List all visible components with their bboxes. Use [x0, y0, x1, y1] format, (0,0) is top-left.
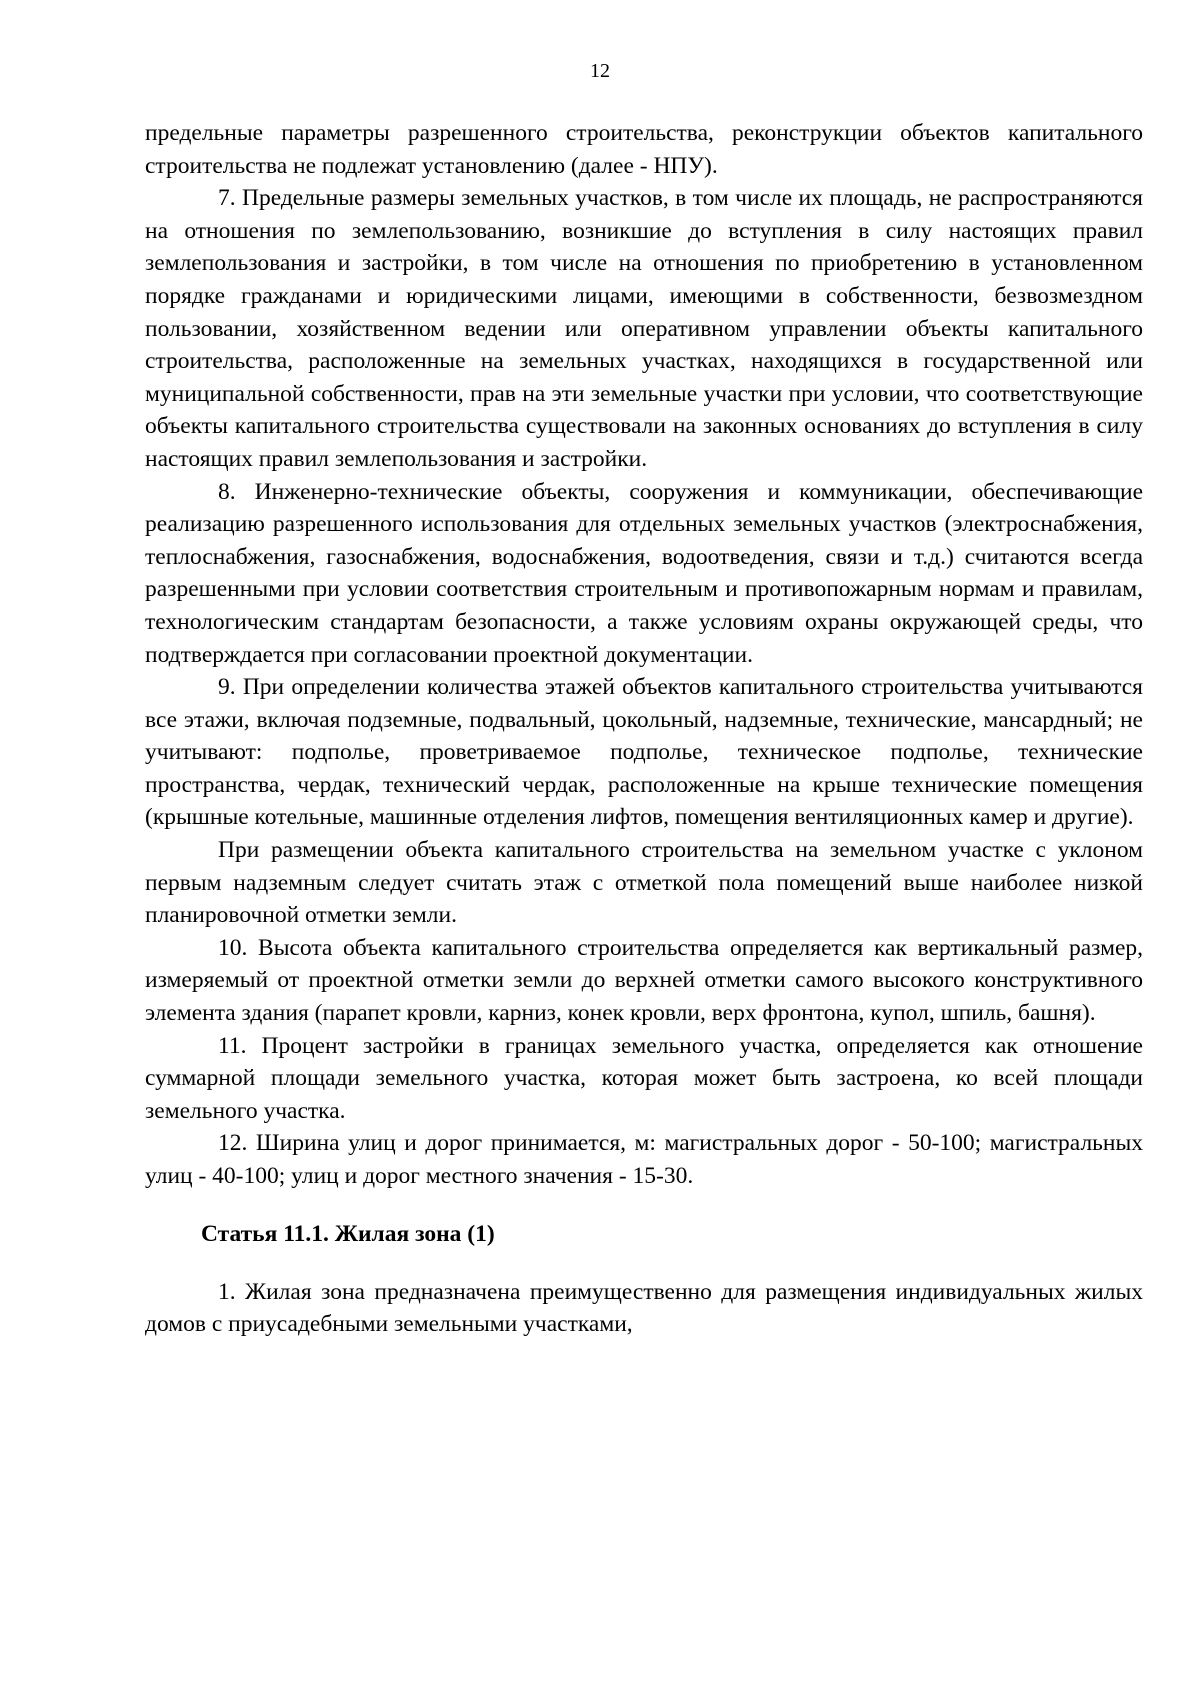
paragraph-item-12: 12. Ширина улиц и дорог принимается, м: магистральных дорог - 50-100; магистральных улиц - 40-100; улиц и дорог местного значения - 15-30.: [145, 1130, 1143, 1189]
paragraph-item-8: 8. Инженерно-технические объекты, сооружения и коммуникации, обеспечивающие реализацию разрешенного использования для отдельных земельных участков (электроснабжения, теплоснабжения, газоснабжения, водоснабжения, водоотведения, связи и т.д.) считаются всегда разрешенными при условии соответствия строительным и противопожарным нормам и правилам, технологическим стандартам безопасности, а также условиям охраны окружающей среды, что подтверждается при согласовании проектной документации.: [145, 478, 1143, 668]
paragraph-item-11: 11. Процент застройки в границах земельного участка, определяется как отношение суммарной площади земельного участка, которая может быть застроена, ко всей площади земельного участка.: [145, 1032, 1143, 1124]
paragraph-item-9: 9. При определении количества этажей объектов капитального строительства учитываются все этажи, включая подземные, подвальный, цокольный, надземные, технические, мансардный; не учитывают: подполье, проветриваемое подполье, техническое подполье, технические пространства, чердак, технический чердак, расположенные на крыше технические помещения (крышные котельные, машинные отделения лифтов, помещения вентиляционных камер и другие).: [145, 674, 1143, 831]
document-body: [145, 117, 1143, 1341]
article-heading: Статья 11.1. Жилая зона (1): [201, 1220, 495, 1247]
section-paragraph-1: 1. Жилая зона предназначена преимущественно для размещения индивидуальных жилых домов с приусадебными земельными участками,: [145, 1278, 1143, 1338]
page-number: 12: [590, 60, 610, 82]
paragraph-item-9-note: При размещении объекта капитального строительства на земельном участке с уклоном первым надземным следует считать этаж с отметкой пола помещений выше наиболее низкой планировочной отметки земли.: [145, 837, 1143, 929]
spacer: [145, 1193, 1143, 1218]
paragraph-continuation: предельные параметры разрешенного строительства, реконструкции объектов капитального строительства не подлежат установлению (далее - НПУ).: [145, 120, 1143, 179]
paragraph-item-7: 7. Предельные размеры земельных участков, в том числе их площадь, не распространяются на отношения по землепользованию, возникшие до вступления в силу настоящих правил землепользования и застройки, в том числе на отношения по приобретению в установленном порядке гражданами и юридическими лицами, имеющими в собственности, безвозмездном пользовании, хозяйственном ведении или оперативном управлении объекты капитального строительства, расположенные на земельных участках, находящихся в государственной или муниципальной собственности, прав на эти земельные участки при условии, что соответствующие объекты капитального строительства существовали на законных основаниях до вступления в силу настоящих правил землепользования и застройки.: [145, 185, 1143, 472]
spacer: [145, 1250, 1143, 1276]
paragraph-item-10: 10. Высота объекта капитального строительства определяется как вертикальный размер, измеряемый от проектной отметки земли до верхней отметки самого высокого конструктивного элемента здания (парапет кровли, карниз, конек кровли, верх фронтона, купол, шпиль, башня).: [145, 934, 1143, 1027]
